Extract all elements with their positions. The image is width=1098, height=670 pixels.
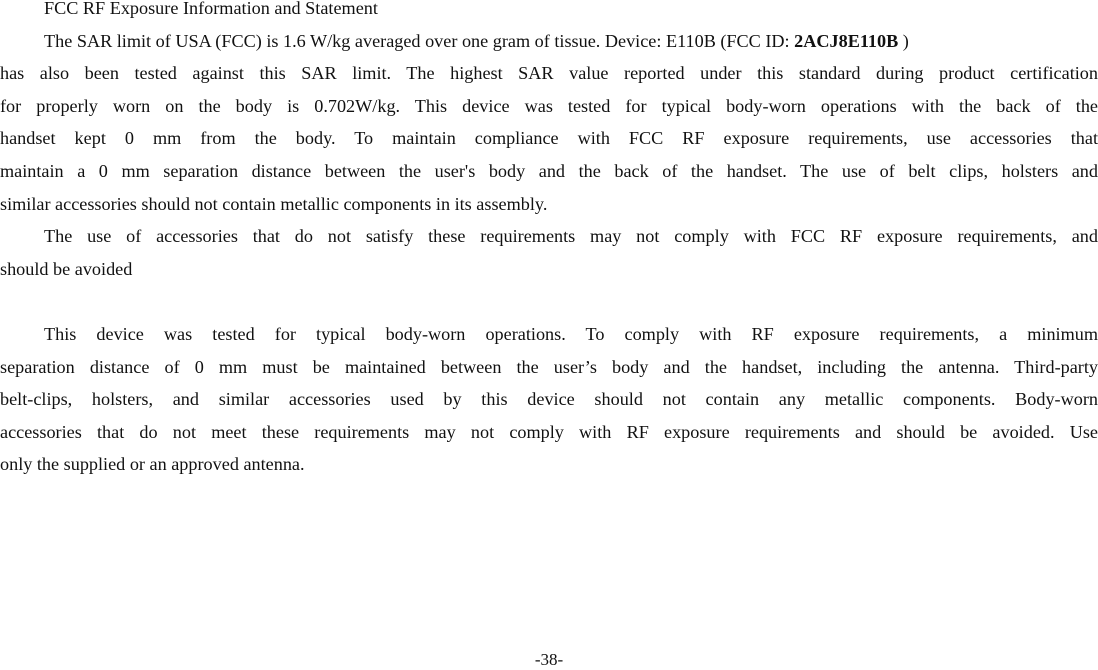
accessories-paragraph-line-2: should be avoided [0,258,133,279]
body-worn-paragraph-line-1: This device was tested for typical body-worn operations. To comply with RF exposure requirements, a minimum [44,323,1098,344]
sar-text-start: The SAR limit of USA (FCC) is 1.6 W/kg averaged over one gram of tissue. Device: E110B (FCC ID: [44,30,795,51]
body-worn-paragraph-line-5: only the supplied or an approved antenna. [0,454,305,475]
paragraph-spacer [0,285,1098,318]
sar-paragraph-line-5: maintain a 0 mm separation distance between the user's body and the back of the handset. The use of belt clips, holsters and [0,160,1098,181]
section-heading: FCC RF Exposure Information and Statement [44,0,378,18]
body-worn-paragraph-line-2: separation distance of 0 mm must be maintained between the user’s body and the handset, including the antenna. Third-party [0,356,1098,377]
sar-text-end: ) [898,30,909,51]
sar-paragraph-line-3: for properly worn on the body is 0.702W/kg. This device was tested for typical body-worn operations with the back of the [0,95,1098,116]
fcc-id: 2ACJ8E110B [794,30,899,51]
body-worn-paragraph-line-3: belt-clips, holsters, and similar accessories used by this device should not contain any metallic components. Body-worn [0,389,1098,410]
sar-paragraph-line-6: similar accessories should not contain metallic components in its assembly. [0,193,548,214]
accessories-paragraph [0,220,1098,285]
sar-paragraph [0,25,1098,221]
sar-paragraph-line-2: has also been tested against this SAR limit. The highest SAR value reported under this standard during product certification [0,63,1098,84]
body-worn-paragraph [0,318,1098,481]
body-worn-paragraph-line-4: accessories that do not meet these requirements may not comply with RF exposure requirements and should be avoided. Use [0,421,1098,442]
accessories-paragraph-line-1: The use of accessories that do not satisfy these requirements may not comply with FCC RF exposure requirements, and [44,226,1098,247]
sar-paragraph-line-1 [0,25,1098,58]
sar-paragraph-line-4: handset kept 0 mm from the body. To maintain compliance with FCC RF exposure requirements, use accessories that [0,128,1098,149]
page-number: -38- [534,650,564,669]
